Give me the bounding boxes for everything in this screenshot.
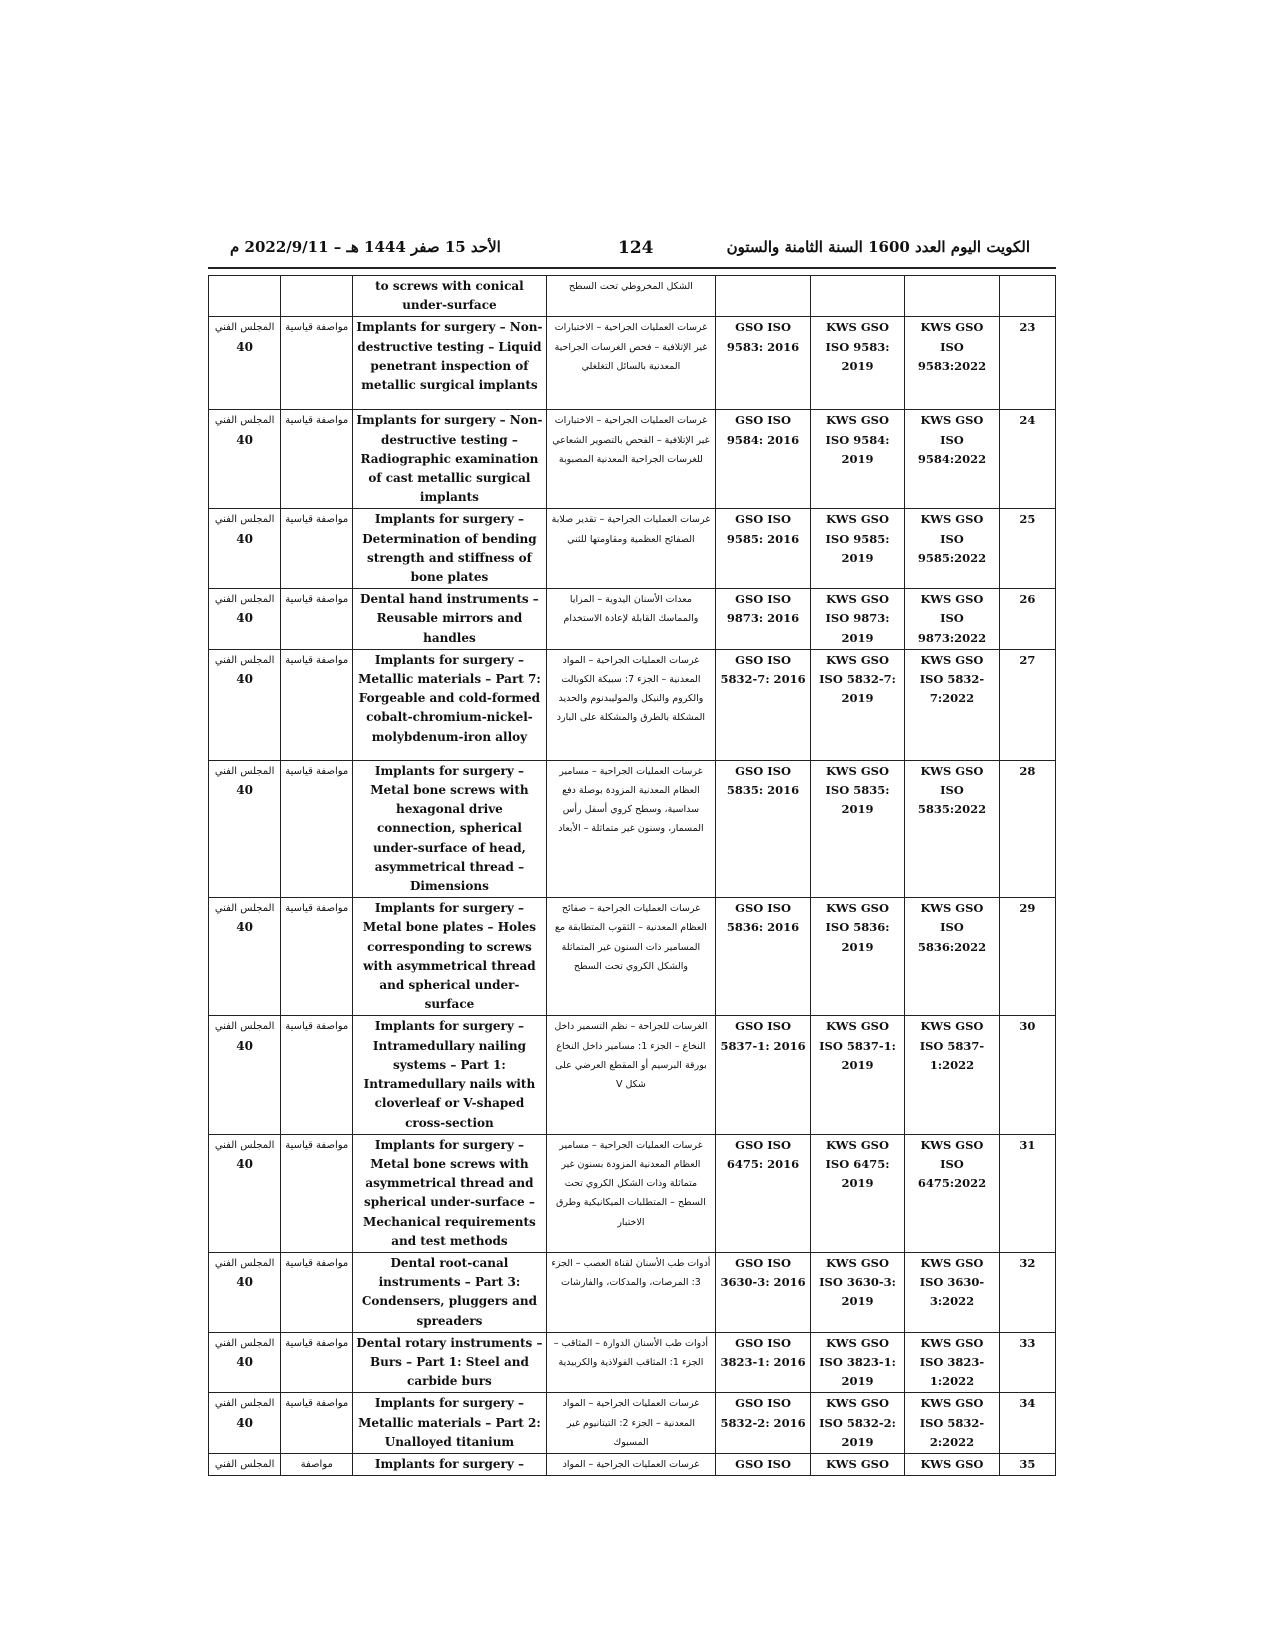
council-cell xyxy=(209,509,281,589)
type-cell xyxy=(281,509,353,589)
standard-type: مواصفة قياسية xyxy=(285,1398,349,1410)
kws-2022-code: KWS GSO ISO 3823-1:2022 xyxy=(919,1335,985,1389)
arabic-title: أدوات طب الأسنان لقناة العصب – الجزء 3: المرصات، والمدكات، والفارشات xyxy=(551,1257,711,1289)
kws-2019-code: KWS GSO ISO 5835: 2019 xyxy=(825,763,890,817)
kws-2022-code: KWS GSO ISO 5835:2022 xyxy=(917,763,987,817)
table-row xyxy=(209,898,1056,1016)
kws-2019-cell xyxy=(810,509,904,589)
english-title: Implants for surgery – Metal bone plates – Holes corresponding to screws with asymmetrical thread and spherical under-surface xyxy=(362,901,537,1012)
gso-cell xyxy=(716,410,810,509)
header-rule xyxy=(208,267,1056,269)
kws-2019-code: KWS GSO ISO 5832-7: 2019 xyxy=(819,652,896,706)
standard-type: مواصفة قياسية xyxy=(285,1337,349,1349)
arabic-title-cell xyxy=(546,1453,716,1475)
arabic-title-cell xyxy=(546,317,716,410)
kws-2022-cell xyxy=(905,760,999,897)
header-date: الأحد 15 صفر 1444 هـ – 2022/9/11 م xyxy=(230,238,501,256)
council-cell xyxy=(209,649,281,760)
english-title-cell xyxy=(353,1453,546,1475)
arabic-title-cell xyxy=(546,410,716,509)
gso-cell xyxy=(716,1453,810,1475)
row-number: 23 xyxy=(1019,320,1036,335)
council-cell xyxy=(209,1453,281,1475)
gso-code: GSO ISO 9583: 2016 xyxy=(726,320,800,354)
type-cell xyxy=(281,649,353,760)
kws-2019-cell xyxy=(810,1016,904,1134)
english-title-cell xyxy=(353,317,546,410)
kws-2019-code: KWS GSO ISO 5832-2: 2019 xyxy=(819,1396,896,1449)
kws-2022-code: KWS GSO ISO 9873:2022 xyxy=(917,592,987,645)
kws-2022-cell xyxy=(905,1453,999,1475)
gso-cell xyxy=(716,1332,810,1393)
council-number: 40 xyxy=(236,1156,253,1171)
arabic-title-cell xyxy=(546,1332,716,1393)
table-row xyxy=(209,589,1056,650)
kws-2022-cell xyxy=(905,1016,999,1134)
kws-2019-code: KWS GSO ISO 5836: 2019 xyxy=(825,901,890,954)
english-title: Implants for surgery – Metal bone screws with hexagonal drive connection, spherical under-surface of head, asymmetrical thread – Dimensions xyxy=(370,763,529,894)
council-number: 40 xyxy=(236,531,253,546)
gso-cell xyxy=(716,1252,810,1332)
type-cell xyxy=(281,317,353,410)
english-title: Implants for surgery – Determination of bending strength and stiffness of bone plates xyxy=(362,512,537,585)
gso-cell xyxy=(716,1134,810,1252)
table-row xyxy=(209,760,1056,897)
english-title: Implants for surgery – xyxy=(374,1456,525,1471)
type-cell xyxy=(281,760,353,897)
row-number: 33 xyxy=(1019,1335,1036,1350)
english-title: Dental root-canal instruments – Part 3: Condensers, pluggers and spreaders xyxy=(361,1255,537,1328)
arabic-title-cell xyxy=(546,649,716,760)
kws-2022-cell xyxy=(905,317,999,410)
english-title: Implants for surgery – Non-destructive testing – Radiographic examination of cast metallic surgical implants xyxy=(356,413,543,505)
type-cell xyxy=(281,1016,353,1134)
row-number: 29 xyxy=(1019,901,1036,916)
council-number: 40 xyxy=(236,783,253,798)
gso-code: GSO ISO 5835: 2016 xyxy=(726,763,800,798)
arabic-title-cell xyxy=(546,1252,716,1332)
english-title: Implants for surgery – Metal bone screws with asymmetrical thread and spherical under-surface – Mechanical requirements and test methods xyxy=(363,1137,536,1248)
gso-code: GSO ISO 3823-1: 2016 xyxy=(720,1335,806,1369)
kws-2022-cell xyxy=(905,509,999,589)
english-title: Implants for surgery – Non-destructive testing – Liquid penetrant inspection of metallic surgical implants xyxy=(356,320,543,393)
council-label: المجلس الفني xyxy=(214,1139,275,1151)
gso-code: GSO ISO xyxy=(735,1456,791,1471)
arabic-title: معدات الأسنان اليدوية – المرايا والمماسك القابلة لإعادة الاستخدام xyxy=(563,594,699,625)
arabic-title: الغرسات للجراحة – نظم التسمير داخل النخاع – الجزء 1: مسامير داخل النخاع بورقة البرسيم أو المقطع العرضي على شكل V xyxy=(554,1021,708,1091)
gso-code: GSO ISO 9873: 2016 xyxy=(726,592,800,626)
standards-table xyxy=(208,275,1056,1476)
kws-2019-code: KWS GSO ISO 9873: 2019 xyxy=(825,592,890,645)
kws-2019-cell xyxy=(810,1393,904,1454)
row-number-cell xyxy=(999,1134,1055,1252)
kws-2022-cell xyxy=(905,1332,999,1393)
english-title-cell xyxy=(353,649,546,760)
table-row xyxy=(209,1134,1056,1252)
council-label: المجلس الفني xyxy=(214,1398,275,1410)
kws-2019-cell xyxy=(810,317,904,410)
council-cell xyxy=(209,1393,281,1454)
row-number-cell xyxy=(999,317,1055,410)
standard-type: مواصفة قياسية xyxy=(285,903,349,915)
row-number: 30 xyxy=(1019,1019,1036,1034)
row-number-cell xyxy=(999,1016,1055,1134)
kws-2019-cell xyxy=(810,589,904,650)
council-number: 40 xyxy=(236,1354,253,1369)
kws-2022-code: KWS GSO ISO 3630-3:2022 xyxy=(919,1255,985,1309)
type-cell xyxy=(281,1453,353,1475)
row-number: 27 xyxy=(1019,652,1036,667)
row-number-cell xyxy=(999,509,1055,589)
arabic-title-cell xyxy=(546,1393,716,1454)
kws-2019-cell xyxy=(810,1134,904,1252)
gso-cell xyxy=(716,317,810,410)
council-cell xyxy=(209,1332,281,1393)
english-title-cell xyxy=(353,1016,546,1134)
arabic-title-cell xyxy=(546,1016,716,1134)
english-title: Dental hand instruments – Reusable mirrors and handles xyxy=(360,592,539,645)
standard-type: مواصفة قياسية xyxy=(285,594,349,606)
table-row xyxy=(209,317,1056,410)
type-cell xyxy=(281,589,353,650)
council-number: 40 xyxy=(236,1038,253,1053)
gso-code: GSO ISO 6475: 2016 xyxy=(726,1137,800,1171)
kws-2019-cell xyxy=(810,898,904,1016)
row-number-cell xyxy=(999,649,1055,760)
gso-code: GSO ISO 9584: 2016 xyxy=(726,413,800,447)
table-row xyxy=(209,1332,1056,1393)
council-label: المجلس الفني xyxy=(214,415,275,427)
arabic-title: غرسات العمليات الجراحية – الاختبارات غير الإتلافية – الفحص بالتصوير الشعاعي للغرسات الجراحية المعدنية المصبوبة xyxy=(552,415,710,465)
kws-2022-code: KWS GSO ISO 9583:2022 xyxy=(917,320,987,373)
gso-code: GSO ISO 5832-2: 2016 xyxy=(720,1396,806,1430)
arabic-title: غرسات العمليات الجراحية – مسامير العظام المعدنية المزودة بوصلة دفع سداسية، وسطح كروي أسفل رأس المسمار، وسنون غير متماثلة – الأبعاد xyxy=(558,765,704,835)
council-label: المجلس الفني xyxy=(214,514,275,526)
row-number-cell xyxy=(999,1332,1055,1393)
row-number: 25 xyxy=(1019,512,1036,527)
standard-type: مواصفة قياسية xyxy=(285,1021,349,1033)
english-title-cell xyxy=(353,509,546,589)
table-row xyxy=(209,1453,1056,1475)
kws-2019-code: KWS GSO ISO 5837-1: 2019 xyxy=(819,1019,896,1072)
gso-cell xyxy=(716,589,810,650)
kws-2022-cell xyxy=(905,649,999,760)
council-number: 40 xyxy=(236,339,253,354)
arabic-title: غرسات العمليات الجراحية – المواد المعدنية – الجزء 2: التيتانيوم غير المسبوك xyxy=(562,1398,700,1448)
kws-2022-cell xyxy=(905,1252,999,1332)
council-label: المجلس الفني xyxy=(214,1257,275,1269)
council-label: المجلس الفني xyxy=(214,594,275,606)
kws-2019-cell xyxy=(810,760,904,897)
kws-2022-cell xyxy=(905,1134,999,1252)
council-number: 40 xyxy=(236,920,253,935)
arabic-title-cell xyxy=(546,760,716,897)
council-label: المجلس الفني xyxy=(214,1458,275,1470)
kws-2019-cell xyxy=(810,649,904,760)
table-row xyxy=(209,1393,1056,1454)
kws-2019-cell xyxy=(810,276,904,317)
row-number: 35 xyxy=(1019,1456,1036,1471)
english-title-cell xyxy=(353,898,546,1016)
row-number: 26 xyxy=(1019,592,1036,607)
kws-2022-code: KWS GSO ISO 9585:2022 xyxy=(917,512,987,565)
kws-2022-code: KWS GSO ISO 5836:2022 xyxy=(917,901,987,954)
row-number-cell xyxy=(999,589,1055,650)
kws-2019-code: KWS GSO ISO 9584: 2019 xyxy=(825,413,890,466)
row-number-cell xyxy=(999,410,1055,509)
row-number-cell xyxy=(999,898,1055,1016)
row-number: 24 xyxy=(1019,413,1036,428)
kws-2022-code: KWS GSO xyxy=(920,1456,984,1471)
arabic-title: أدوات طب الأسنان الدوارة – المثاقب – الجزء 1: المثاقب الفولاذية والكربيدية xyxy=(553,1337,709,1368)
council-cell xyxy=(209,1252,281,1332)
english-title-cell xyxy=(353,589,546,650)
gso-cell xyxy=(716,760,810,897)
gso-code: GSO ISO 5837-1: 2016 xyxy=(720,1019,806,1053)
standard-type: مواصفة قياسية xyxy=(285,322,349,334)
kws-2019-code: KWS GSO ISO 3823-1: 2019 xyxy=(819,1335,896,1389)
english-title-cell xyxy=(353,1393,546,1454)
council-number: 40 xyxy=(236,672,253,687)
type-cell xyxy=(281,898,353,1016)
english-title-cell xyxy=(353,1332,546,1393)
english-title-cell xyxy=(353,276,546,317)
row-number: 28 xyxy=(1019,763,1036,778)
kws-2019-code: KWS GSO xyxy=(826,1456,889,1471)
gso-cell xyxy=(716,509,810,589)
row-number-cell xyxy=(999,760,1055,897)
arabic-title-cell xyxy=(546,589,716,650)
gso-code: GSO ISO 3630-3: 2016 xyxy=(720,1255,806,1290)
gso-cell xyxy=(716,649,810,760)
kws-2022-code: KWS GSO ISO 5837-1:2022 xyxy=(919,1019,985,1072)
type-cell xyxy=(281,410,353,509)
standard-type: مواصفة قياسية xyxy=(285,1257,349,1269)
english-title-cell xyxy=(353,1134,546,1252)
council-label: المجلس الفني xyxy=(214,765,275,777)
arabic-title: غرسات العمليات الجراحية – المواد المعدنية – الجزء 7: سبيكة الكوبالت والكروم والنيكل والموليبدنوم والحديد المشكلة بالطرق والمشكلة على البارد xyxy=(556,654,706,724)
kws-2022-cell xyxy=(905,410,999,509)
gso-code: GSO ISO 5832-7: 2016 xyxy=(720,652,806,687)
arabic-title: غرسات العمليات الجراحية – صفائح العظام المعدنية – الثقوب المتطابقة مع المسامير ذات السنون غير المتماثلة والشكل الكروي تحت السطح xyxy=(554,903,707,972)
kws-2019-code: KWS GSO ISO 3630-3: 2019 xyxy=(819,1255,896,1309)
kws-2022-cell xyxy=(905,898,999,1016)
arabic-title: الشكل المخروطي تحت السطح xyxy=(568,281,693,292)
arabic-title: غرسات العمليات الجراحية – مسامير العظام المعدنية المزودة بسنون غير متماثلة وذات الشكل الكروي تحت السطح – المتطلبات الميكانيكية وطرق الاختبار xyxy=(556,1139,706,1228)
gso-code: GSO ISO 5836: 2016 xyxy=(726,901,800,935)
kws-2019-cell xyxy=(810,1453,904,1475)
type-cell xyxy=(281,1332,353,1393)
row-number: 34 xyxy=(1019,1396,1036,1411)
english-title: to screws with conical under-surface xyxy=(375,279,524,313)
council-label: المجلس الفني xyxy=(214,1021,275,1033)
row-number-cell xyxy=(999,276,1055,317)
english-title-cell xyxy=(353,410,546,509)
row-number: 32 xyxy=(1019,1255,1036,1270)
kws-2022-cell xyxy=(905,1393,999,1454)
gso-cell xyxy=(716,1393,810,1454)
council-cell xyxy=(209,760,281,897)
kws-2019-cell xyxy=(810,1332,904,1393)
header-issue: الكويت اليوم العدد 1600 السنة الثامنة والستون xyxy=(726,238,1030,256)
type-cell xyxy=(281,276,353,317)
council-number: 40 xyxy=(236,1415,253,1430)
council-label: المجلس الفني xyxy=(214,1337,275,1349)
kws-2019-code: KWS GSO ISO 6475: 2019 xyxy=(825,1137,890,1191)
kws-2019-cell xyxy=(810,410,904,509)
kws-2022-cell xyxy=(905,589,999,650)
council-cell xyxy=(209,276,281,317)
english-title-cell xyxy=(353,1252,546,1332)
english-title: Implants for surgery – Metallic materials – Part 2: Unalloyed titanium xyxy=(358,1396,541,1449)
kws-2022-code: KWS GSO ISO 6475:2022 xyxy=(917,1137,987,1191)
gso-cell xyxy=(716,1016,810,1134)
council-number: 40 xyxy=(236,1275,253,1290)
council-cell xyxy=(209,898,281,1016)
type-cell xyxy=(281,1252,353,1332)
standard-type: مواصفة قياسية xyxy=(285,654,349,666)
arabic-title: غرسات العمليات الجراحية – تقدير صلابة الصفائح العظمية ومقاومتها للثني xyxy=(551,514,711,545)
table-row xyxy=(209,1016,1056,1134)
gso-code: GSO ISO 9585: 2016 xyxy=(726,512,800,546)
kws-2019-cell xyxy=(810,1252,904,1332)
english-title-cell xyxy=(353,760,546,897)
council-label: المجلس الفني xyxy=(214,654,275,666)
gso-cell xyxy=(716,898,810,1016)
type-cell xyxy=(281,1393,353,1454)
page-header xyxy=(208,238,1030,268)
standard-type: مواصفة قياسية xyxy=(285,1139,349,1151)
type-cell xyxy=(281,1134,353,1252)
standard-type: مواصفة قياسية xyxy=(285,415,349,427)
arabic-title-cell xyxy=(546,509,716,589)
kws-2022-code: KWS GSO ISO 9584:2022 xyxy=(917,413,987,466)
kws-2019-code: KWS GSO ISO 9583: 2019 xyxy=(825,320,890,373)
council-cell xyxy=(209,589,281,650)
kws-2022-code: KWS GSO ISO 5832-2:2022 xyxy=(919,1396,985,1449)
arabic-title: غرسات العمليات الجراحية – الاختبارات غير الإتلافية – فحص الغرسات الجراحية المعدنية بالسائل التغلغلي xyxy=(554,322,708,372)
council-number: 40 xyxy=(236,611,253,626)
standard-type: مواصفة قياسية xyxy=(285,765,349,777)
council-label: المجلس الفني xyxy=(214,322,275,334)
kws-2022-code: KWS GSO ISO 5832-7:2022 xyxy=(919,652,985,706)
council-number: 40 xyxy=(236,432,253,447)
standard-type: مواصفة xyxy=(300,1458,333,1470)
kws-2019-code: KWS GSO ISO 9585: 2019 xyxy=(825,512,890,565)
council-cell xyxy=(209,317,281,410)
table-row xyxy=(209,276,1056,317)
kws-2022-cell xyxy=(905,276,999,317)
arabic-title-cell xyxy=(546,898,716,1016)
arabic-title-cell xyxy=(546,276,716,317)
row-number: 31 xyxy=(1019,1137,1036,1152)
row-number-cell xyxy=(999,1393,1055,1454)
council-label: المجلس الفني xyxy=(214,903,275,915)
table-row xyxy=(209,649,1056,760)
page-number: 124 xyxy=(618,238,654,258)
table-row xyxy=(209,509,1056,589)
english-title: Dental rotary instruments – Burs – Part 1: Steel and carbide burs xyxy=(356,1335,543,1389)
table-row xyxy=(209,410,1056,509)
council-cell xyxy=(209,1134,281,1252)
table-row xyxy=(209,1252,1056,1332)
english-title: Implants for surgery – Metallic materials – Part 7: Forgeable and cold-formed cobalt-chromium-nickel-molybdenum-iron alloy xyxy=(358,652,541,744)
council-cell xyxy=(209,1016,281,1134)
row-number-cell xyxy=(999,1453,1055,1475)
arabic-title: غرسات العمليات الجراحية – المواد xyxy=(562,1458,700,1470)
gso-cell xyxy=(716,276,810,317)
english-title: Implants for surgery – Intramedullary nailing systems – Part 1: Intramedullary nails with cloverleaf or V-shaped cross-section xyxy=(363,1019,536,1130)
council-cell xyxy=(209,410,281,509)
row-number-cell xyxy=(999,1252,1055,1332)
standard-type: مواصفة قياسية xyxy=(285,514,349,526)
arabic-title-cell xyxy=(546,1134,716,1252)
